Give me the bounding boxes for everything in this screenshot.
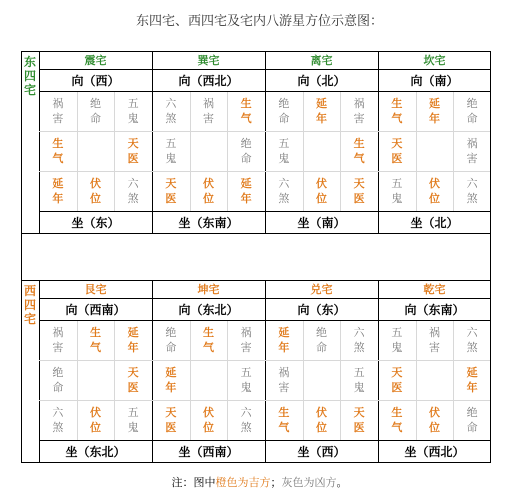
house-sitting: 坐（西北）: [404, 444, 465, 459]
inner-divider: [39, 360, 152, 361]
house-chart-grid: [21, 51, 491, 468]
star-cell: [39, 171, 77, 211]
star-cell: [39, 400, 77, 440]
star-label: 伏位: [89, 406, 101, 434]
house-sitting: 坐（东南）: [178, 215, 239, 230]
star-label: 祸害: [202, 97, 214, 125]
star-cell: [152, 171, 190, 211]
star-label: 生气: [202, 326, 214, 354]
star-cell: [77, 400, 115, 440]
inner-divider: [114, 91, 115, 211]
star-cell: [378, 131, 416, 171]
star-cell: [378, 360, 416, 400]
star-label: 伏位: [428, 177, 440, 205]
inner-divider: [416, 91, 417, 211]
star-label: 绝命: [52, 366, 64, 394]
star-cell: [378, 91, 416, 131]
center-cell: [190, 360, 228, 400]
inner-divider: [265, 400, 378, 401]
house-name: 兑宅: [310, 283, 333, 296]
house-name: 震宅: [84, 54, 107, 67]
star-cell: [265, 171, 303, 211]
inner-divider: [265, 171, 378, 172]
inner-divider: [227, 320, 228, 440]
star-cell: [152, 360, 190, 400]
star-cell: [340, 360, 378, 400]
star-label: 天医: [165, 177, 177, 205]
star-cell: [340, 171, 378, 211]
house-divider: [265, 51, 266, 233]
house-facing: 向（东）: [297, 302, 346, 317]
star-cell: [227, 400, 265, 440]
star-cell: [152, 91, 190, 131]
star-cell: [453, 400, 491, 440]
inner-divider: [152, 171, 265, 172]
west-group-label: 西四宅: [23, 284, 36, 326]
star-cell: [265, 91, 303, 131]
star-label: 祸害: [428, 326, 440, 354]
star-cell: [265, 131, 303, 171]
star-cell: [416, 320, 454, 360]
east-group-label: 东四宅: [23, 55, 36, 97]
inner-divider: [227, 91, 228, 211]
star-cell: [453, 360, 491, 400]
page-title: 东四宅、西四宅及宅内八游星方位示意图：: [135, 14, 383, 29]
row-divider: [39, 440, 491, 441]
center-cell: [416, 360, 454, 400]
house-facing: 向（西）: [71, 73, 120, 88]
house-name: 坎宅: [423, 54, 446, 67]
star-label: 五鬼: [391, 326, 403, 354]
house-sitting: 坐（南）: [297, 215, 346, 230]
star-label: 五鬼: [353, 366, 365, 394]
star-label: 天医: [127, 366, 139, 394]
star-label: 天医: [165, 406, 177, 434]
star-label: 五鬼: [391, 177, 403, 205]
star-label: 延年: [428, 97, 440, 125]
star-cell: [453, 131, 491, 171]
star-label: 延年: [240, 177, 252, 205]
star-label: 六煞: [240, 406, 252, 434]
outer-border: [21, 233, 22, 280]
star-cell: [303, 91, 341, 131]
center-cell: [190, 131, 228, 171]
center-cell: [77, 360, 115, 400]
star-label: 生气: [89, 326, 101, 354]
inner-divider: [340, 91, 341, 211]
row-divider: [21, 51, 491, 52]
outer-border: [490, 233, 491, 280]
star-label: 六煞: [127, 177, 139, 205]
row-divider: [39, 69, 491, 70]
note-bad: 灰色为凶方: [281, 476, 337, 489]
star-label: 生气: [353, 137, 365, 165]
inner-divider: [39, 171, 152, 172]
house-divider: [152, 280, 153, 462]
inner-divider: [453, 320, 454, 440]
star-cell: [114, 400, 152, 440]
house-name: 乾宅: [423, 283, 446, 296]
star-cell: [340, 131, 378, 171]
star-cell: [340, 320, 378, 360]
star-cell: [114, 360, 152, 400]
star-cell: [114, 320, 152, 360]
star-label: 五鬼: [165, 137, 177, 165]
inner-divider: [265, 360, 378, 361]
star-cell: [39, 91, 77, 131]
star-cell: [227, 91, 265, 131]
star-label: 生气: [240, 97, 252, 125]
star-label: 生气: [278, 406, 290, 434]
star-label: 绝命: [315, 326, 327, 354]
star-label: 天医: [353, 406, 365, 434]
star-label: 伏位: [315, 177, 327, 205]
row-divider: [21, 233, 491, 234]
star-cell: [453, 320, 491, 360]
star-label: 生气: [52, 137, 64, 165]
inner-divider: [114, 320, 115, 440]
star-cell: [190, 320, 228, 360]
row-divider: [39, 320, 491, 321]
inner-divider: [190, 320, 191, 440]
star-label: 延年: [466, 366, 478, 394]
star-cell: [77, 91, 115, 131]
star-label: 延年: [165, 366, 177, 394]
star-cell: [265, 320, 303, 360]
star-cell: [227, 360, 265, 400]
star-label: 绝命: [165, 326, 177, 354]
outer-border: [490, 280, 491, 462]
house-facing: 向（东北）: [178, 302, 239, 317]
star-label: 伏位: [89, 177, 101, 205]
inner-divider: [190, 91, 191, 211]
house-name: 巽宅: [197, 54, 220, 67]
star-cell: [152, 131, 190, 171]
inner-divider: [77, 320, 78, 440]
star-label: 六煞: [165, 97, 177, 125]
star-cell: [303, 171, 341, 211]
inner-divider: [77, 91, 78, 211]
star-label: 伏位: [202, 177, 214, 205]
star-cell: [265, 400, 303, 440]
inner-divider: [453, 91, 454, 211]
star-label: 祸害: [278, 366, 290, 394]
star-label: 天医: [391, 366, 403, 394]
inner-divider: [152, 131, 265, 132]
star-cell: [190, 171, 228, 211]
center-cell: [416, 131, 454, 171]
house-divider: [265, 280, 266, 462]
house-divider: [152, 51, 153, 233]
inner-divider: [265, 131, 378, 132]
house-facing: 向（西南）: [65, 302, 126, 317]
star-label: 祸害: [353, 97, 365, 125]
star-label: 六煞: [466, 326, 478, 354]
star-label: 六煞: [353, 326, 365, 354]
star-label: 伏位: [315, 406, 327, 434]
star-cell: [152, 320, 190, 360]
inner-divider: [416, 320, 417, 440]
inner-divider: [39, 131, 152, 132]
star-label: 伏位: [202, 406, 214, 434]
outer-border: [21, 280, 22, 462]
star-cell: [340, 91, 378, 131]
star-cell: [416, 91, 454, 131]
star-label: 绝命: [466, 406, 478, 434]
star-cell: [378, 320, 416, 360]
outer-border: [490, 51, 491, 233]
star-cell: [453, 91, 491, 131]
star-label: 天医: [127, 137, 139, 165]
star-label: 延年: [315, 97, 327, 125]
house-divider: [39, 280, 40, 462]
house-facing: 向（北）: [297, 73, 346, 88]
star-label: 延年: [278, 326, 290, 354]
star-label: 天医: [353, 177, 365, 205]
star-cell: [378, 400, 416, 440]
star-label: 绝命: [89, 97, 101, 125]
star-label: 生气: [391, 406, 403, 434]
house-name: 坤宅: [197, 283, 220, 296]
row-divider: [39, 91, 491, 92]
house-sitting: 坐（东）: [71, 215, 120, 230]
star-label: 祸害: [52, 97, 64, 125]
star-cell: [39, 320, 77, 360]
note-prefix: 注：图中: [171, 476, 216, 489]
star-label: 绝命: [240, 137, 252, 165]
inner-divider: [340, 320, 341, 440]
star-label: 五鬼: [278, 137, 290, 165]
star-cell: [190, 400, 228, 440]
house-divider: [378, 51, 379, 233]
star-cell: [152, 400, 190, 440]
house-name: 离宅: [310, 54, 333, 67]
star-label: 祸害: [240, 326, 252, 354]
house-sitting: 坐（北）: [410, 215, 459, 230]
star-cell: [39, 360, 77, 400]
house-divider: [378, 280, 379, 462]
row-divider: [21, 280, 491, 281]
note-suffix: 。: [336, 476, 348, 489]
star-cell: [114, 91, 152, 131]
star-cell: [77, 171, 115, 211]
star-cell: [416, 171, 454, 211]
center-cell: [77, 131, 115, 171]
star-cell: [340, 400, 378, 440]
note-good: 橙色为吉方: [215, 476, 271, 489]
star-cell: [114, 131, 152, 171]
note-sep: ；: [270, 476, 282, 489]
house-facing: 向（南）: [410, 73, 459, 88]
star-cell: [77, 320, 115, 360]
star-label: 祸害: [466, 137, 478, 165]
star-label: 延年: [52, 177, 64, 205]
row-divider: [39, 298, 491, 299]
outer-border: [21, 51, 22, 233]
house-name: 艮宅: [84, 283, 107, 296]
legend-note: [0, 474, 519, 490]
center-cell: [303, 131, 341, 171]
inner-divider: [378, 131, 491, 132]
house-sitting: 坐（西）: [297, 444, 346, 459]
row-divider: [21, 462, 491, 463]
inner-divider: [378, 400, 491, 401]
star-label: 六煞: [52, 406, 64, 434]
star-cell: [303, 320, 341, 360]
house-facing: 向（东南）: [404, 302, 465, 317]
star-cell: [378, 171, 416, 211]
star-label: 生气: [391, 97, 403, 125]
inner-divider: [378, 360, 491, 361]
star-cell: [453, 171, 491, 211]
house-divider: [39, 51, 40, 233]
star-label: 六煞: [466, 177, 478, 205]
inner-divider: [152, 360, 265, 361]
row-divider: [39, 211, 491, 212]
house-sitting: 坐（东北）: [65, 444, 126, 459]
star-label: 六煞: [278, 177, 290, 205]
inner-divider: [39, 400, 152, 401]
star-label: 绝命: [466, 97, 478, 125]
star-cell: [265, 360, 303, 400]
star-label: 天医: [391, 137, 403, 165]
star-cell: [303, 400, 341, 440]
center-cell: [303, 360, 341, 400]
star-label: 五鬼: [240, 366, 252, 394]
house-facing: 向（西北）: [178, 73, 239, 88]
inner-divider: [303, 320, 304, 440]
star-cell: [227, 320, 265, 360]
star-label: 延年: [127, 326, 139, 354]
star-label: 祸害: [52, 326, 64, 354]
inner-divider: [378, 171, 491, 172]
star-cell: [416, 400, 454, 440]
star-label: 绝命: [278, 97, 290, 125]
star-cell: [227, 131, 265, 171]
star-label: 五鬼: [127, 97, 139, 125]
star-cell: [114, 171, 152, 211]
inner-divider: [152, 400, 265, 401]
house-sitting: 坐（西南）: [178, 444, 239, 459]
star-label: 五鬼: [127, 406, 139, 434]
star-label: 伏位: [428, 406, 440, 434]
inner-divider: [303, 91, 304, 211]
star-cell: [227, 171, 265, 211]
star-cell: [39, 131, 77, 171]
star-cell: [190, 91, 228, 131]
